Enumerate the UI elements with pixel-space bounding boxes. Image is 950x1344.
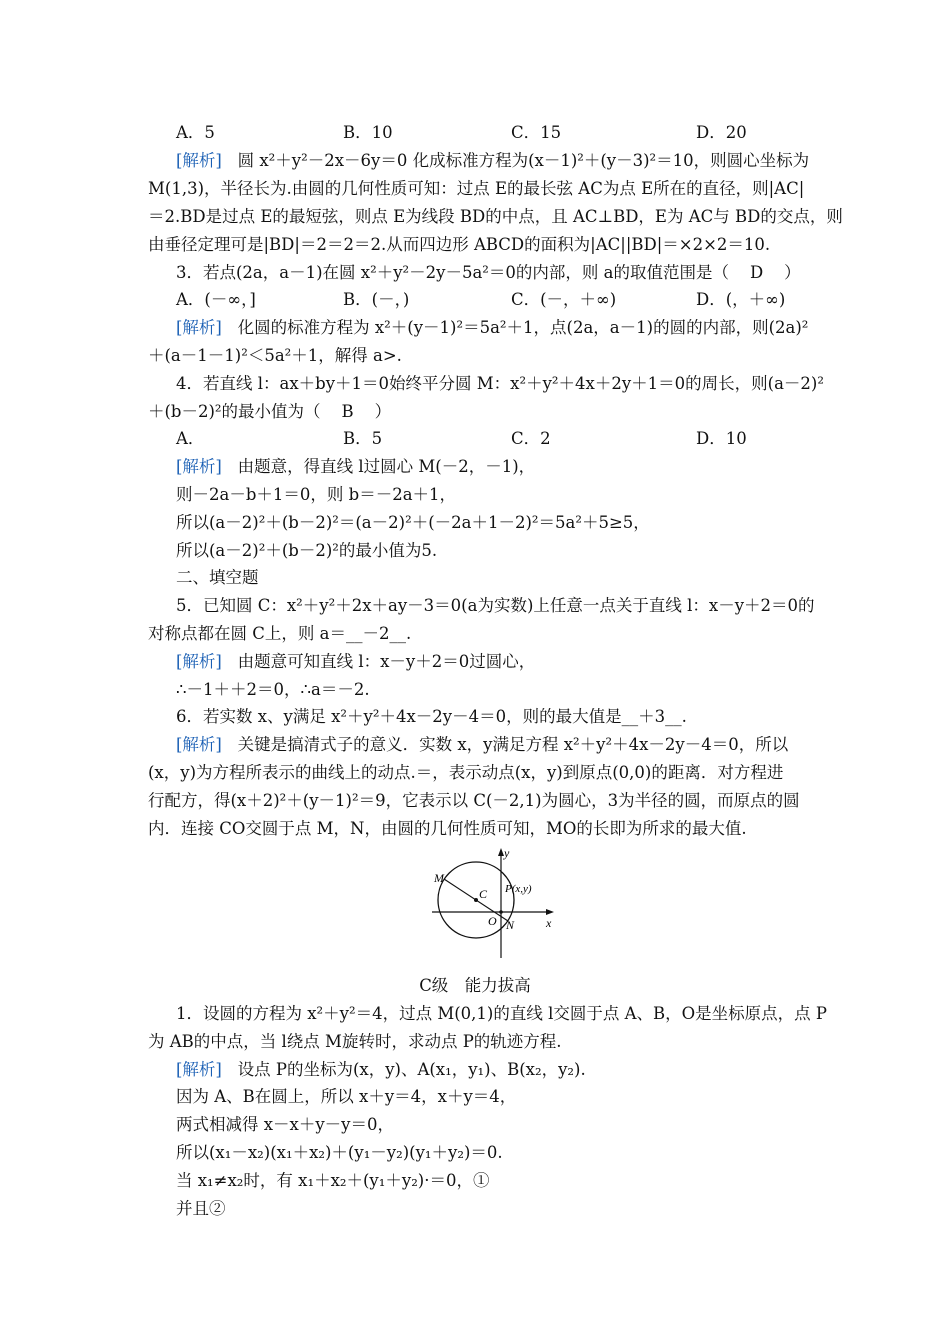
analysis-tag: [解析]: [176, 151, 222, 170]
q2-solution-line-2: M(1,3)，半径长为.由圆的几何性质可知：过点 E的最长弦 AC为点 E所在的直径，则|AC|: [148, 179, 805, 198]
origin-point: [499, 910, 503, 914]
c1-solution-line-2: 因为 A、B在圆上，所以 x＋y＝4，x＋y＝4，: [176, 1087, 517, 1106]
q6-solution-line-4: 内．连接 CO交圆于点 M，N，由圆的几何性质可知，MO的长即为所求的最大值.: [148, 819, 747, 838]
q2-option-c: C．15: [511, 123, 562, 142]
section-heading-c-level: C级 能力拔高: [419, 976, 531, 995]
q2-option-a: A．5: [176, 123, 215, 142]
q3-option-c: C．(－，＋∞): [511, 290, 617, 309]
q3-option-b: B．(－，): [343, 290, 410, 309]
c1-solution-line-1: [解析] 设点 P的坐标为(x，y)、A(x₁，y₁)、B(x₂，y₂).: [176, 1060, 586, 1079]
x-axis-arrow: [546, 909, 554, 915]
q4-option-a: A．: [176, 429, 205, 448]
q4-stem-line-2: ＋(b－2)²的最小值为（ B ）: [148, 402, 392, 421]
q5-stem-line-2: 对称点都在圆 C上，则 a＝__－2__.: [148, 624, 412, 643]
q4-solution-line-4: 所以(a－2)²＋(b－2)²的最小值为5.: [176, 541, 438, 560]
label-x: x: [546, 916, 552, 930]
q2-option-d: D．20: [696, 123, 747, 142]
center-point: [474, 898, 478, 902]
c1-solution-line-4: 所以(x₁－x₂)(x₁＋x₂)＋(y₁－y₂)(y₁＋y₂)＝0.: [176, 1143, 503, 1162]
label-o: O: [488, 914, 497, 928]
q6-solution-line-2: (x，y)为方程所表示的曲线上的动点.＝，表示动点(x，y)到原点(0,0)的距离．对方程进: [148, 763, 784, 782]
label-y: y: [504, 846, 510, 860]
c1-solution-line-5: 当 x₁≠x₂时，有 x₁＋x₂＋(y₁＋y₂)·＝0，①: [176, 1171, 490, 1190]
label-m: M: [434, 871, 444, 885]
analysis-tag: [解析]: [176, 652, 222, 671]
q3-option-a: A．(－∞，]: [176, 290, 256, 309]
c1-stem-line-2: 为 AB的中点，当 l绕点 M旋转时，求动点 P的轨迹方程.: [148, 1032, 562, 1051]
q3-stem: 3．若点(2a，a－1)在圆 x²＋y²－2y－5a²＝0的内部，则 a的取值范围是（ D ）: [176, 263, 801, 282]
label-p: P(x,y): [505, 883, 532, 895]
q3-option-d: D．(，＋∞): [696, 290, 786, 309]
label-n: N: [506, 918, 515, 932]
q3-solution-line-2: ＋(a－1－1)²＜5a²＋1，解得 a>.: [148, 346, 402, 365]
q2-solution-line-1: [解析] 圆 x²＋y²－2x－6y＝0 化成标准方程为(x－1)²＋(y－3)²＝10，则圆心坐标为: [176, 151, 810, 170]
q6-solution-line-1: [解析] 关键是搞清式子的意义．实数 x，y满足方程 x²＋y²＋4x－2y－4＝0，所以: [176, 735, 789, 754]
q4-option-c: C．2: [511, 429, 551, 448]
q4-stem-line-1: 4．若直线 l：ax＋by＋1＝0始终平分圆 M：x²＋y²＋4x＋2y＋1＝0的周长，则(a－2)²: [176, 374, 824, 393]
q6-solution-line-3: 行配方，得(x＋2)²＋(y－1)²＝9，它表示以 C(－2,1)为圆心，3为半径的圆，而原点的圆: [148, 791, 800, 810]
analysis-tag: [解析]: [176, 1060, 222, 1079]
c1-stem-line-1: 1．设圆的方程为 x²＋y²＝4，过点 M(0,1)的直线 l交圆于点 A、B，O是坐标原点，点 P: [176, 1004, 828, 1023]
q3-solution-line-1: [解析] 化圆的标准方程为 x²＋(y－1)²＝5a²＋1，点(2a，a－1)的圆的内部，则(2a)²: [176, 318, 809, 337]
q4-option-b: B．5: [343, 429, 383, 448]
section-heading-fill-in: 二、填空题: [176, 568, 259, 587]
analysis-tag: [解析]: [176, 457, 222, 476]
label-c: C: [479, 887, 488, 901]
q2-solution-line-3: ＝2.BD是过点 E的最短弦，则点 E为线段 BD的中点，且 AC⊥BD，E为 AC与 BD的交点，则: [148, 207, 843, 226]
analysis-tag: [解析]: [176, 318, 222, 337]
q2-solution-line-4: 由垂径定理可是|BD|＝2＝2＝2.从而四边形 ABCD的面积为|AC||BD|＝×2×2＝10.: [148, 235, 771, 254]
q4-solution-line-1: [解析] 由题意，得直线 l过圆心 M(－2，－1)，: [176, 457, 536, 476]
q4-option-d: D．10: [696, 429, 747, 448]
q2-option-b: B．10: [343, 123, 393, 142]
q4-solution-line-3: 所以(a－2)²＋(b－2)²＝(a－2)²＋(－2a＋1－2)²＝5a²＋5≥5，: [176, 513, 650, 532]
q5-solution-line-2: ∴－1＋＋2＝0，∴a＝－2.: [176, 680, 370, 699]
c1-solution-line-3: 两式相减得 x－x＋y－y＝0，: [176, 1115, 394, 1134]
q4-solution-line-2: 则－2a－b＋1＝0，则 b＝－2a＋1，: [176, 485, 457, 504]
analysis-tag: [解析]: [176, 735, 222, 754]
circle-diagram: [426, 842, 566, 962]
q5-stem-line-1: 5．已知圆 C：x²＋y²＋2x＋ay－3＝0(a为实数)上任意一点关于直线 l：x－y＋2＝0的: [176, 596, 815, 615]
q5-solution-line-1: [解析] 由题意可知直线 l：x－y＋2＝0过圆心，: [176, 652, 536, 671]
q6-stem: 6．若实数 x、y满足 x²＋y²＋4x－2y－4＝0，则的最大值是__＋3__.: [176, 707, 687, 726]
c1-solution-line-6: 并且②: [176, 1199, 226, 1218]
